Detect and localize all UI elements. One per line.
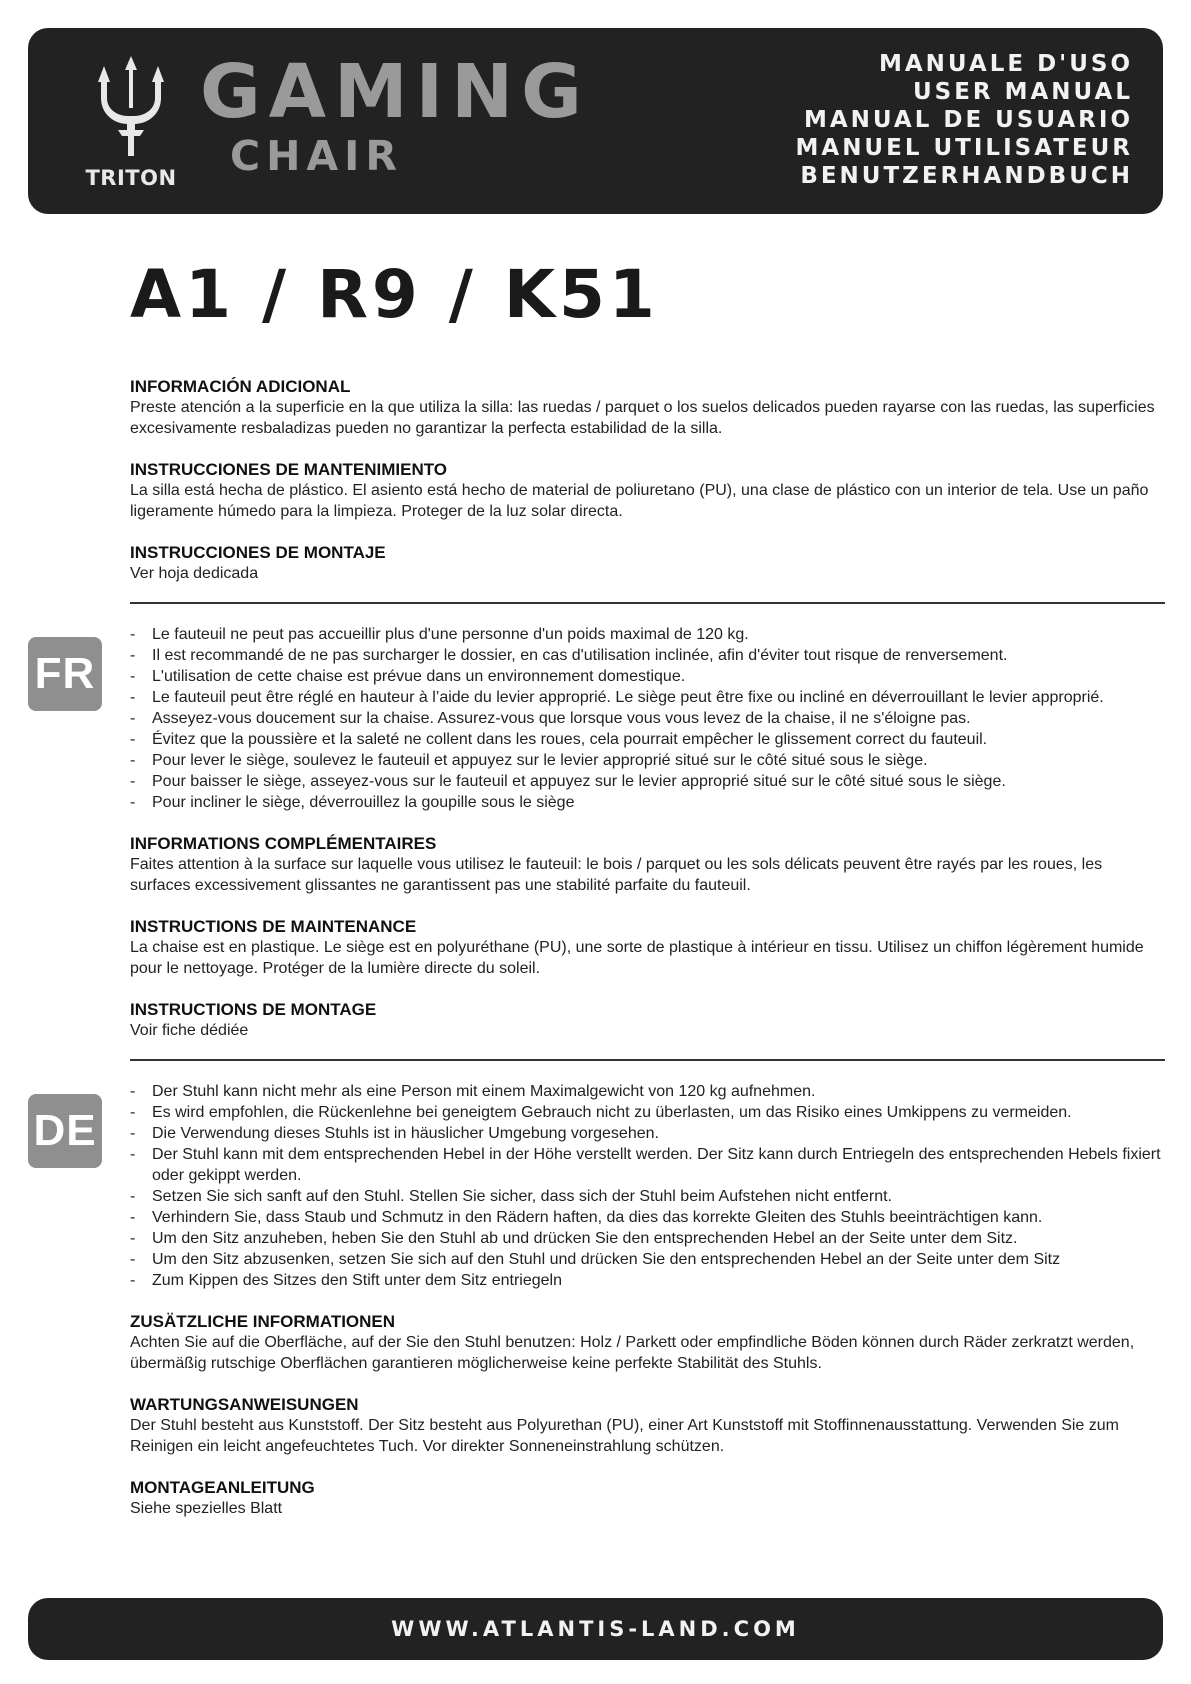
section-heading: INSTRUCTIONS DE MAINTENANCE <box>130 917 417 936</box>
fr-maintenance <box>130 916 1165 979</box>
list-item: - Es wird empfohlen, die Rückenlehne bei geneigtem Gebrauch nicht zu überlasten, um das Risiko eines Umkippens zu vermeiden. <box>130 1102 1165 1123</box>
list-item: - Setzen Sie sich sanft auf den Stuhl. Stellen Sie sicher, dass sich der Stuhl beim Aufstehen nicht entfernt. <box>130 1186 1165 1207</box>
section-text: Ver hoja dedicada <box>130 565 259 582</box>
section-heading: INSTRUCCIONES DE MANTENIMIENTO <box>130 460 448 479</box>
language-badge-fr: FR <box>28 637 102 711</box>
section-text: Der Stuhl besteht aus Kunststoff. Der Sitz besteht aus Polyurethan (PU), einer Art Kunststoff mit Stoffinnenausstattung. Verwenden Sie zum Reinigen ein leicht angefeuchtetes Tuch. Vor direkter Sonneneinstrahlung schützen. <box>130 1417 1119 1455</box>
list-item: - Asseyez-vous doucement sur la chaise. Assurez-vous que lorsque vous vous levez de la chaise, il ne s'éloigne pas. <box>130 708 1165 729</box>
manual-title-de: BENUTZERHANDBUCH <box>800 163 1133 189</box>
section-text: Voir fiche dédiée <box>130 1022 249 1039</box>
list-item: - Der Stuhl kann mit dem entsprechenden Hebel in der Höhe verstellt werden. Der Sitz kann durch Entriegeln des entsprechenden Hebels fixiert oder gekippt werden. <box>130 1144 1165 1186</box>
manual-titles <box>796 50 1134 190</box>
section-text: La chaise est en plastique. Le siège est en polyuréthane (PU), une sorte de plastique à intérieur en tissu. Utilisez un chiffon légèrement humide pour le nettoyage. Protéger de la lumière directe du soleil. <box>130 939 1144 977</box>
list-item: - Um den Sitz abzusenken, setzen Sie sich auf den Stuhl und drücken Sie den entsprechenden Hebel an der Seite unter dem Sitz <box>130 1249 1165 1270</box>
list-item: - Zum Kippen des Sitzes den Stift unter dem Sitz entriegeln <box>130 1270 1165 1291</box>
list-item: - Le fauteuil ne peut pas accueillir plus d'une personne d'un poids maximal de 120 kg. <box>130 624 1165 645</box>
es-maintenance <box>130 459 1165 522</box>
list-item: - Verhindern Sie, dass Staub und Schmutz in den Rädern haften, da dies das korrekte Gleiten des Stuhls beeinträchtigen kann. <box>130 1207 1165 1228</box>
de-block <box>33 1081 1165 1519</box>
section-text: La silla está hecha de plástico. El asiento está hecho de material de poliuretano (PU), una clase de plástico con un interior de tela. Use un paño ligeramente húmedo para la limpieza. Proteger de la luz solar directa. <box>130 482 1149 520</box>
list-item: - Pour incliner le siège, déverrouillez la goupille sous le siège <box>130 792 1165 813</box>
es-block <box>130 376 1165 584</box>
list-item: - Évitez que la poussière et la saleté ne collent dans les roues, cela pourrait empêcher le glissement correct du fauteuil. <box>130 729 1165 750</box>
de-rules-list <box>130 1081 1165 1291</box>
section-heading: WARTUNGSANWEISUNGEN <box>130 1395 359 1414</box>
brand-logo <box>76 56 186 190</box>
list-item: - Le fauteuil peut être réglé en hauteur à l’aide du levier approprié. Le siège peut être fixe ou incliné en déverrouillant le levier approprié. <box>130 687 1165 708</box>
fr-block <box>34 624 1165 1041</box>
es-additional-info <box>130 376 1165 439</box>
manual-content <box>33 376 1165 1537</box>
list-item: - Der Stuhl kann nicht mehr als eine Person mit einem Maximalgewicht von 120 kg aufnehmen. <box>130 1081 1165 1102</box>
language-badge-de: DE <box>28 1094 102 1168</box>
section-text: Faites attention à la surface sur laquelle vous utilisez le fauteuil: le bois / parquet ou les sols délicats peuvent être rayés par les roues, les surfaces excessivement glissantes ne garantissent pas une stabilité parfaite du fauteuil. <box>130 856 1103 894</box>
product-title <box>200 50 590 178</box>
de-additional-info <box>130 1311 1165 1374</box>
section-text: Siehe spezielles Blatt <box>130 1500 283 1517</box>
brand-name: TRITON <box>85 166 177 190</box>
model-title: A1 / R9 / K51 <box>130 256 659 333</box>
product-title-line1: GAMING <box>200 49 590 135</box>
manual-title-en: USER MANUAL <box>912 79 1133 105</box>
trident-icon <box>98 56 164 156</box>
section-text: Achten Sie auf die Oberfläche, auf der Sie den Stuhl benutzen: Holz / Parkett oder empfindliche Böden können durch Räder zerkratzt werden, übermäßig rutschige Oberflächen garantieren möglicherweise keine perfekte Stabilität des Stuhls. <box>130 1334 1135 1372</box>
footer-banner <box>28 1598 1163 1660</box>
section-heading: INFORMACIÓN ADICIONAL <box>130 377 351 396</box>
es-assembly <box>130 542 1165 584</box>
list-item: - Um den Sitz anzuheben, heben Sie den Stuhl ab und drücken Sie den entsprechenden Hebel an der Seite unter dem Sitz. <box>130 1228 1165 1249</box>
fr-assembly <box>130 999 1165 1041</box>
list-item: - Pour baisser le siège, asseyez-vous sur le fauteuil et appuyez sur le levier approprié situé sur le côté situé sous le siège. <box>130 771 1165 792</box>
product-title-line2: CHAIR <box>230 132 403 180</box>
list-item: - L'utilisation de cette chaise est prévue dans un environnement domestique. <box>130 666 1165 687</box>
section-heading: MONTAGEANLEITUNG <box>130 1478 315 1497</box>
section-heading: INSTRUCCIONES DE MONTAJE <box>130 543 386 562</box>
header-banner <box>28 28 1163 214</box>
manual-title-it: MANUALE D'USO <box>878 51 1133 77</box>
de-maintenance <box>130 1394 1165 1457</box>
fr-rules-list <box>130 624 1165 813</box>
list-item: - Die Verwendung dieses Stuhls ist in häuslicher Umgebung vorgesehen. <box>130 1123 1165 1144</box>
website-link[interactable]: WWW.ATLANTIS-LAND.COM <box>391 1617 800 1641</box>
fr-additional-info <box>130 833 1165 896</box>
list-item: - Il est recommandé de ne pas surcharger le dossier, en cas d'utilisation inclinée, afin d'éviter tout risque de renversement. <box>130 645 1165 666</box>
section-heading: ZUSÄTZLICHE INFORMATIONEN <box>130 1312 396 1331</box>
section-heading: INFORMATIONS COMPLÉMENTAIRES <box>130 834 437 853</box>
section-divider <box>130 1059 1165 1061</box>
de-assembly <box>130 1477 1165 1519</box>
section-divider <box>130 602 1165 604</box>
manual-title-fr: MANUEL UTILISATEUR <box>795 135 1133 161</box>
section-text: Preste atención a la superficie en la que utiliza la silla: las ruedas / parquet o los suelos delicados pueden rayarse con las ruedas, las superficies excesivamente resbaladizas pueden no garantizar la perfecta estabilidad de la silla. <box>130 399 1155 437</box>
list-item: - Pour lever le siège, soulevez le fauteuil et appuyez sur le levier approprié situé sur le côté situé sous le siège. <box>130 750 1165 771</box>
section-heading: INSTRUCTIONS DE MONTAGE <box>130 1000 377 1019</box>
manual-title-es: MANUAL DE USUARIO <box>803 107 1133 133</box>
